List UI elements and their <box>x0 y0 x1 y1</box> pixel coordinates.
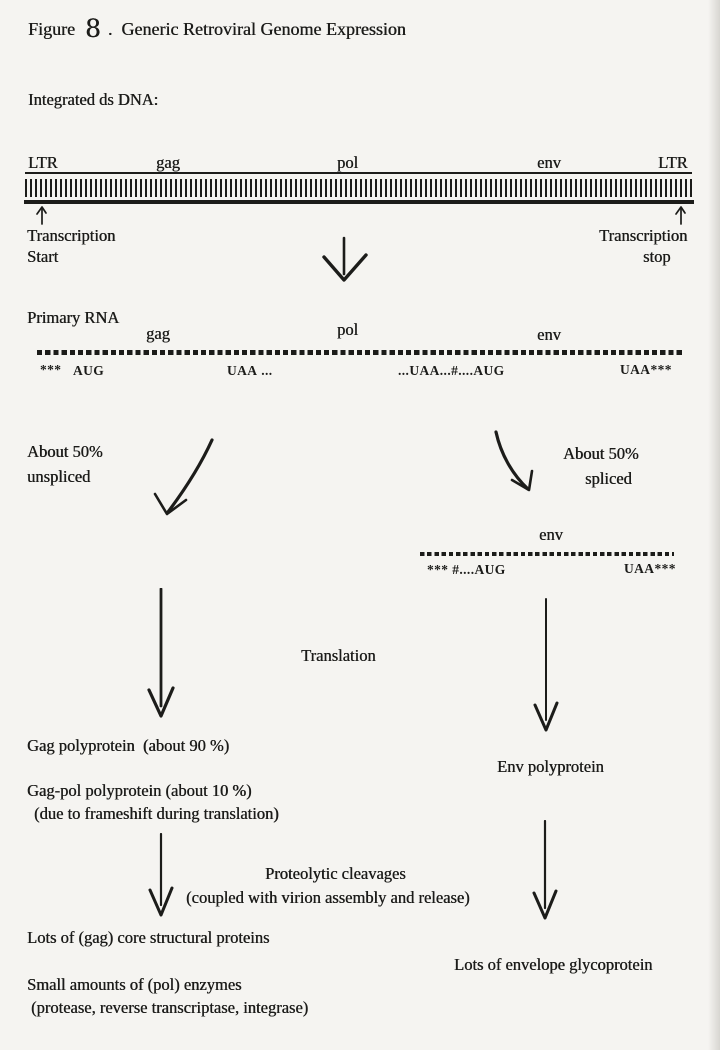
figure-title <box>28 14 406 43</box>
unspliced-curved-arrow-icon <box>148 432 220 524</box>
transcription-start-label-line2: Start <box>27 247 59 266</box>
env-polyprotein-label: Env polyprotein <box>497 757 604 776</box>
transcription-stop-arrow-icon <box>672 203 690 225</box>
scan-edge-shading <box>708 0 720 1050</box>
translation-right-arrow-icon <box>532 598 560 736</box>
dna-gene-ltr-right: LTR <box>658 153 688 172</box>
primary-rna-codon-mid: ...UAA...#....AUG <box>398 363 505 378</box>
transcription-down-arrow-icon <box>314 236 376 284</box>
transcription-stop-label-line1: Transcription <box>599 226 688 245</box>
dna-section-label: Integrated ds DNA: <box>28 90 159 109</box>
transcription-stop-label-line2: stop <box>643 247 671 266</box>
envelope-glycoprotein-label: Lots of envelope glycoprotein <box>454 955 653 974</box>
cleavage-right-arrow-icon <box>531 820 559 924</box>
primary-rna-codon-aug: AUG <box>73 363 105 378</box>
gag-pol-frameshift-note: (due to frameshift during translation) <box>34 804 279 823</box>
transcription-start-label-line1: Transcription <box>27 226 116 245</box>
spliced-rna-codon-right: UAA*** <box>624 561 676 576</box>
spliced-rna-strand-line <box>420 552 674 556</box>
gag-pol-polyprotein-label: Gag-pol polyprotein (about 10 %) <box>27 781 252 800</box>
primary-rna-gene-gag: gag <box>146 324 170 343</box>
primary-rna-codon-end: UAA*** <box>620 362 672 377</box>
unspliced-label-line1: About 50% <box>27 442 103 461</box>
figure-number: 8 <box>85 14 101 43</box>
dna-ladder-top-strand <box>25 172 692 174</box>
dna-ladder-basepair-bars <box>25 179 692 197</box>
primary-rna-codon-uaa: UAA ... <box>227 363 273 378</box>
proteolytic-cleavages-label: Proteolytic cleavages <box>265 864 406 883</box>
dna-gene-gag: gag <box>156 153 180 172</box>
translation-label: Translation <box>301 646 376 665</box>
primary-rna-codon-start: *** <box>40 362 62 377</box>
dna-ladder-bottom-strand <box>24 200 694 204</box>
spliced-rna-codon-left: *** #....AUG <box>427 562 506 577</box>
primary-rna-gene-env: env <box>537 325 561 344</box>
proteolytic-cleavages-note: (coupled with virion assembly and release) <box>186 888 470 907</box>
gag-polyprotein-label: Gag polyprotein (about 90 %) <box>27 736 230 755</box>
pol-enzymes-label: Small amounts of (pol) enzymes <box>27 975 242 994</box>
translation-left-arrow-icon <box>146 588 176 722</box>
cleavage-left-arrow-icon <box>146 833 176 921</box>
primary-rna-strand-line <box>37 350 684 355</box>
figure-title-word: Figure <box>28 19 75 39</box>
spliced-rna-gene-env: env <box>539 525 563 544</box>
dna-gene-pol: pol <box>337 153 359 172</box>
dna-gene-env: env <box>537 153 561 172</box>
spliced-label-line2: spliced <box>585 469 632 488</box>
spliced-curved-arrow-icon <box>487 427 545 499</box>
transcription-start-arrow-icon <box>33 203 51 225</box>
dna-gene-ltr-left: LTR <box>28 153 58 172</box>
gag-core-proteins-label: Lots of (gag) core structural proteins <box>27 928 270 947</box>
primary-rna-section-label: Primary RNA <box>27 308 120 327</box>
spliced-label-line1: About 50% <box>563 444 639 463</box>
unspliced-label-line2: unspliced <box>27 467 91 486</box>
primary-rna-gene-pol: pol <box>337 320 359 339</box>
figure-title-rest: . Generic Retroviral Genome Expression <box>107 19 406 39</box>
pol-enzymes-note: (protease, reverse transcriptase, integrase) <box>31 998 309 1017</box>
